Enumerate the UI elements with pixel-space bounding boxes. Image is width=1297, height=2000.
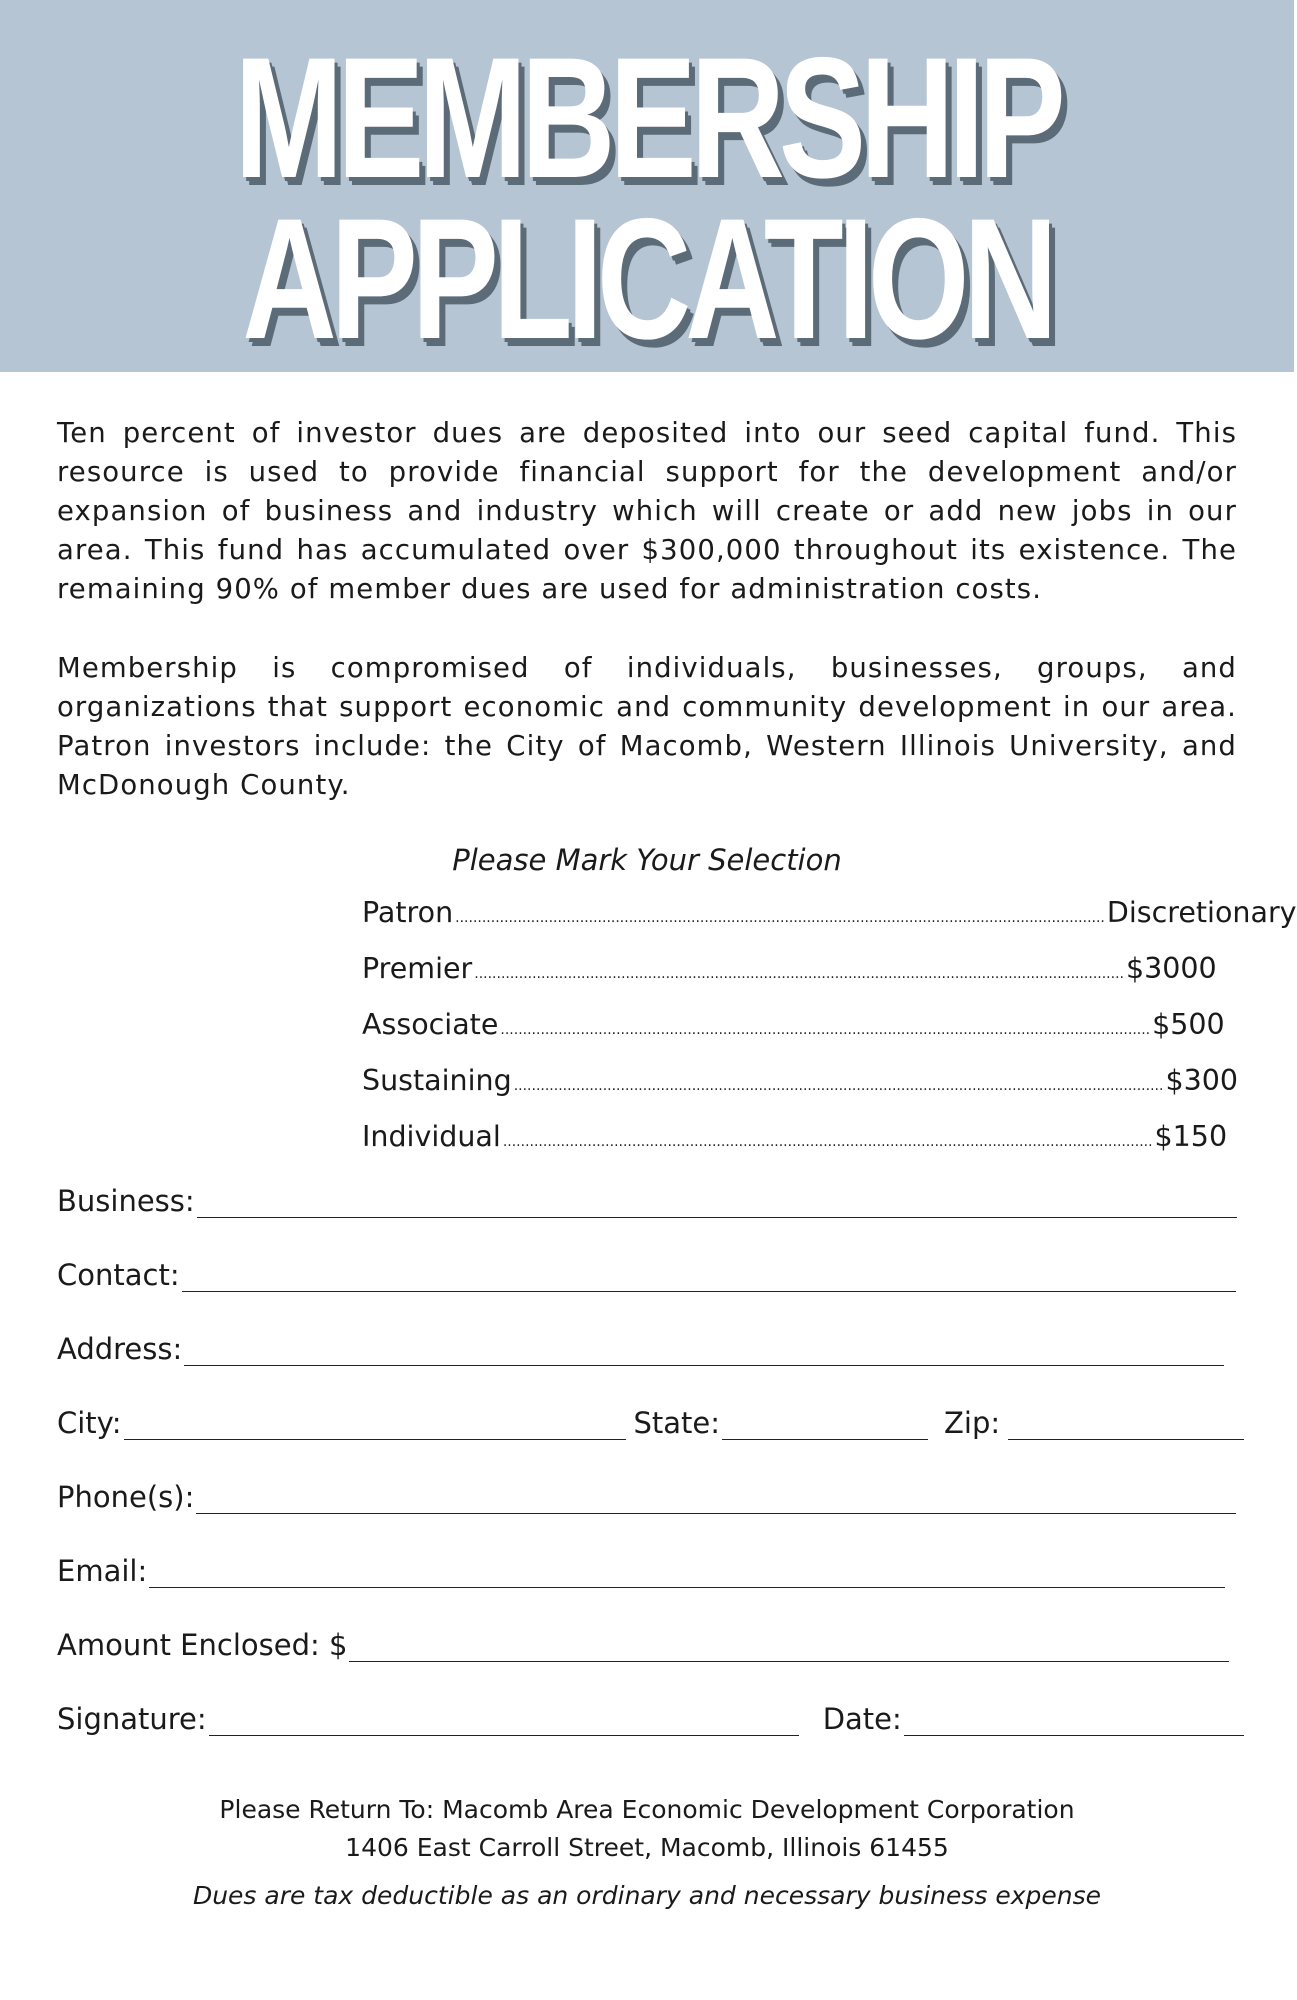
- contact-field: [57, 1254, 1236, 1292]
- city-state-zip-row: [57, 1402, 1244, 1440]
- level-name: Sustaining: [362, 1064, 512, 1097]
- city-input-line[interactable]: [124, 1409, 626, 1440]
- selection-heading: Please Mark Your Selection: [452, 843, 842, 877]
- membership-level-associate[interactable]: [362, 1008, 1225, 1064]
- level-name: Patron: [362, 896, 454, 929]
- address-field: [57, 1328, 1224, 1366]
- date-label: Date:: [822, 1702, 902, 1736]
- signature-input-line[interactable]: [209, 1705, 799, 1736]
- business-label: Business:: [57, 1184, 195, 1218]
- signature-label: Signature:: [57, 1702, 207, 1736]
- amount-input-line[interactable]: [349, 1631, 1229, 1662]
- contact-input-line[interactable]: [182, 1261, 1236, 1292]
- membership-level-individual[interactable]: [362, 1120, 1228, 1176]
- membership-level-patron[interactable]: [362, 896, 1297, 952]
- leader-dots: ..................................................................................................................................................: [513, 1078, 1164, 1094]
- return-address-text: 1406 East Carroll Street, Macomb, Illinois 61455: [345, 1833, 949, 1862]
- date-input-line[interactable]: [904, 1705, 1244, 1736]
- phone-field: [57, 1476, 1236, 1514]
- membership-level-premier[interactable]: [362, 952, 1217, 1008]
- state-label: State:: [633, 1406, 721, 1440]
- leader-dots: ..................................................................................................................................................: [455, 910, 1105, 926]
- business-field: [57, 1180, 1237, 1218]
- zip-label: Zip:: [944, 1406, 1001, 1440]
- amount-enclosed-field: [57, 1624, 1229, 1662]
- membership-levels-list: [362, 896, 1297, 1176]
- level-name: Associate: [362, 1008, 499, 1041]
- level-amount: $3000: [1125, 952, 1217, 985]
- level-amount: $150: [1154, 1120, 1228, 1153]
- leader-dots: ..................................................................................................................................................: [500, 1022, 1151, 1038]
- zip-input-line[interactable]: [1008, 1409, 1244, 1440]
- phone-label: Phone(s):: [57, 1480, 195, 1514]
- address-input-line[interactable]: [184, 1335, 1224, 1366]
- state-input-line[interactable]: [722, 1409, 928, 1440]
- intro-paragraph-membership: Membership is compromised of individuals, businesses, groups, and organizations that support economic and community development in our area. Patron investors include: the City of Macomb, Western Illinois University, and McDonough County.: [57, 652, 1237, 801]
- title-line-2: APPLICATION: [242, 183, 1052, 375]
- leader-dots: ..................................................................................................................................................: [474, 966, 1124, 982]
- tax-deductible-note: Dues are tax deductible as an ordinary and necessary business expense: [192, 1881, 1102, 1910]
- city-label: City:: [57, 1406, 122, 1440]
- header-banner: [0, 0, 1294, 375]
- email-field: [57, 1550, 1225, 1588]
- level-name: Individual: [362, 1120, 501, 1153]
- contact-label: Contact:: [57, 1258, 180, 1292]
- intro-paragraph-seed-fund: Ten percent of investor dues are deposited into our seed capital fund. This resource is used to provide financial support for the development and/or expansion of business and industry which will create or add new jobs in our area. This fund has accumulated over $300,000 throughout its existence. The remaining 90% of member dues are used for administration costs.: [57, 417, 1237, 605]
- signature-date-row: [57, 1698, 1244, 1736]
- membership-level-sustaining[interactable]: [362, 1064, 1238, 1120]
- business-input-line[interactable]: [197, 1187, 1237, 1218]
- email-input-line[interactable]: [149, 1557, 1225, 1588]
- phone-input-line[interactable]: [196, 1483, 1236, 1514]
- level-name: Premier: [362, 952, 473, 985]
- title-line-1: MEMBERSHIP: [234, 22, 1060, 214]
- level-amount: $300: [1165, 1064, 1238, 1097]
- return-to-text: Please Return To: Macomb Area Economic Development Corporation: [219, 1795, 1075, 1824]
- level-amount: $500: [1152, 1008, 1225, 1041]
- leader-dots: ..................................................................................................................................................: [502, 1134, 1153, 1150]
- address-label: Address:: [57, 1332, 183, 1366]
- amount-label: Amount Enclosed: $: [57, 1628, 348, 1662]
- level-amount: Discretionary: [1106, 896, 1297, 929]
- email-label: Email:: [57, 1554, 148, 1588]
